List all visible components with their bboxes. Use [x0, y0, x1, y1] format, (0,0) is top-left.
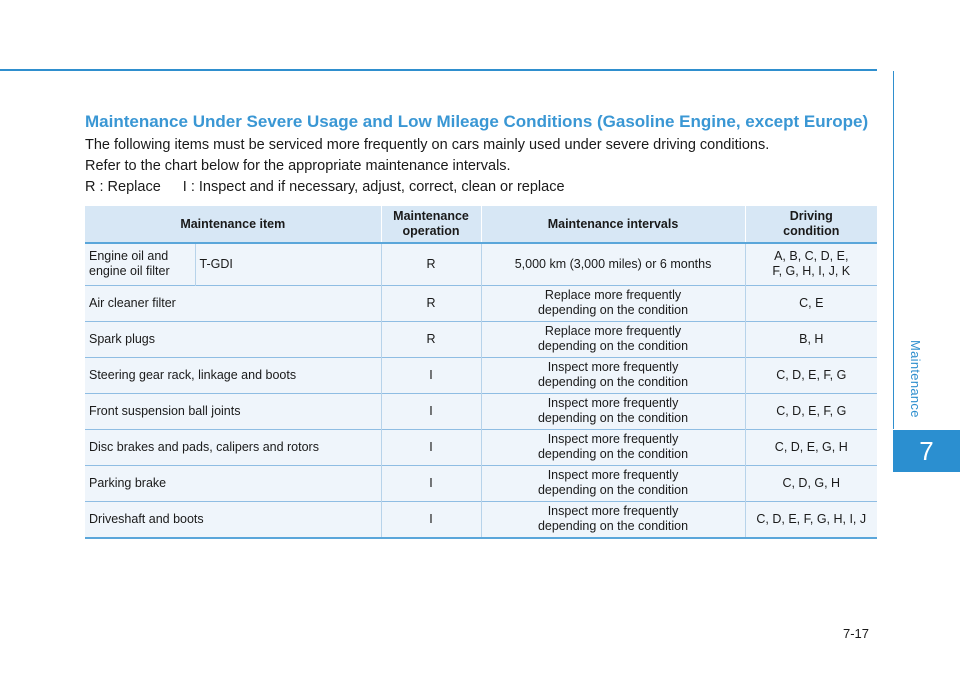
condition-cell: C, D, E, F, G — [745, 393, 877, 429]
condition-cell: B, H — [745, 321, 877, 357]
condition-cell: C, D, E, F, G — [745, 357, 877, 393]
header-maintenance-operation: Maintenance operation — [381, 206, 481, 243]
operation-cell: I — [381, 465, 481, 501]
item-cell: Engine oil and engine oil filter — [85, 243, 195, 285]
table-header-row — [85, 206, 877, 243]
operation-cell: R — [381, 321, 481, 357]
table-row — [85, 285, 877, 321]
condition-cell: C, D, E, F, G, H, I, J — [745, 501, 877, 538]
interval-cell: Inspect more frequently depending on the condition — [481, 393, 745, 429]
side-rule — [893, 71, 894, 429]
table-row — [85, 465, 877, 501]
maintenance-table — [85, 206, 877, 539]
operation-cell: I — [381, 393, 481, 429]
interval-cell: Inspect more frequently depending on the condition — [481, 429, 745, 465]
interval-cell: Inspect more frequently depending on the condition — [481, 501, 745, 538]
item-cell: Parking brake — [85, 465, 381, 501]
condition-cell: A, B, C, D, E, F, G, H, I, J, K — [745, 243, 877, 285]
chapter-number-tab: 7 — [893, 430, 960, 472]
condition-cell: C, D, G, H — [745, 465, 877, 501]
item-cell: Front suspension ball joints — [85, 393, 381, 429]
header-driving-condition: Driving condition — [745, 206, 877, 243]
intro-line-1: The following items must be serviced more frequently on cars mainly used under severe driving conditions. — [85, 137, 770, 153]
table-row — [85, 243, 877, 285]
operation-cell: I — [381, 501, 481, 538]
legend-line — [85, 179, 565, 195]
page-number: 7-17 — [843, 626, 870, 641]
operation-cell: I — [381, 429, 481, 465]
legend-replace: R : Replace — [85, 179, 161, 195]
section-side-label: Maintenance — [908, 340, 923, 418]
header-maintenance-intervals: Maintenance intervals — [481, 206, 745, 243]
item-cell: Steering gear rack, linkage and boots — [85, 357, 381, 393]
condition-cell: C, E — [745, 285, 877, 321]
operation-cell: R — [381, 243, 481, 285]
header-maintenance-item: Maintenance item — [85, 206, 381, 243]
interval-cell: Replace more frequently depending on the condition — [481, 285, 745, 321]
interval-cell: 5,000 km (3,000 miles) or 6 months — [481, 243, 745, 285]
item-cell: Spark plugs — [85, 321, 381, 357]
condition-cell: C, D, E, G, H — [745, 429, 877, 465]
item-cell: Air cleaner filter — [85, 285, 381, 321]
table-row — [85, 393, 877, 429]
item-cell: Disc brakes and pads, calipers and rotors — [85, 429, 381, 465]
item-cell: Driveshaft and boots — [85, 501, 381, 538]
interval-cell: Inspect more frequently depending on the condition — [481, 357, 745, 393]
sub-item-cell: T-GDI — [195, 243, 381, 285]
table-row — [85, 321, 877, 357]
operation-cell: I — [381, 357, 481, 393]
table-row — [85, 357, 877, 393]
page-title: Maintenance Under Severe Usage and Low Mileage Conditions (Gasoline Engine, except Europe) — [85, 112, 869, 131]
top-rule — [0, 69, 877, 71]
intro-line-2: Refer to the chart below for the appropriate maintenance intervals. — [85, 158, 511, 174]
interval-cell: Replace more frequently depending on the condition — [481, 321, 745, 357]
operation-cell: R — [381, 285, 481, 321]
table-row — [85, 429, 877, 465]
legend-inspect: I : Inspect and if necessary, adjust, correct, clean or replace — [182, 179, 565, 195]
interval-cell: Inspect more frequently depending on the condition — [481, 465, 745, 501]
table-row — [85, 501, 877, 538]
